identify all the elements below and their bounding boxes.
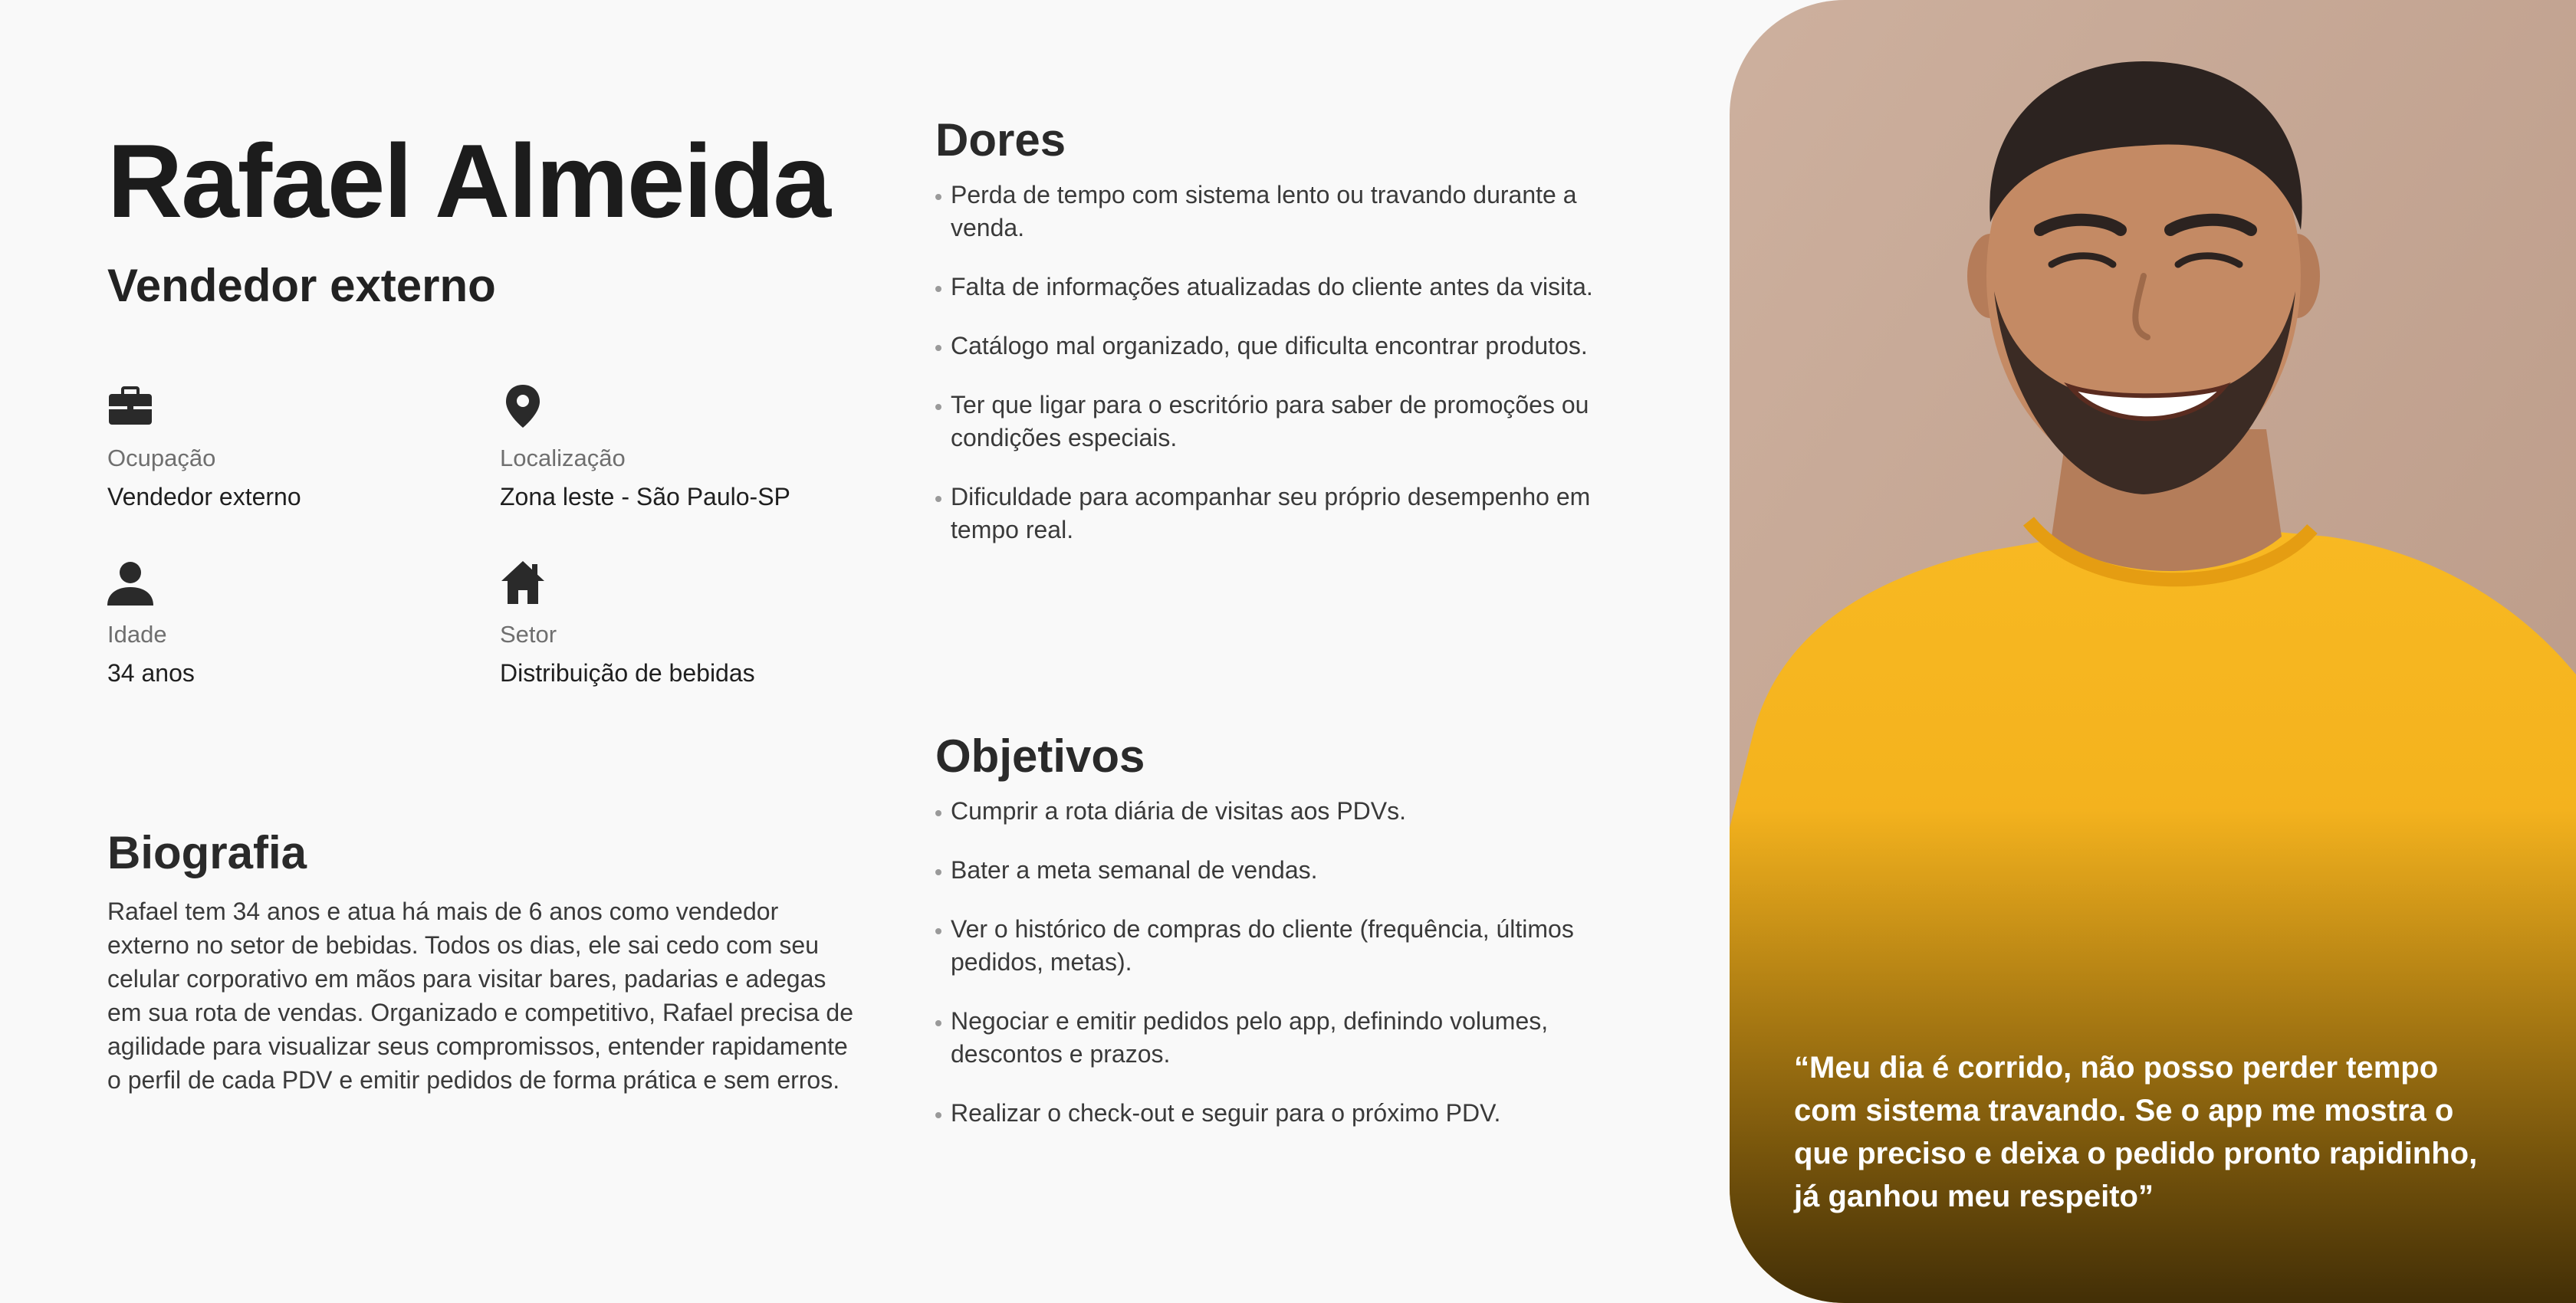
fact-occupation <box>107 383 475 511</box>
briefcase-icon <box>107 383 153 429</box>
house-icon <box>500 560 546 606</box>
pains-title: Dores <box>935 114 1066 166</box>
goals-section <box>935 730 1656 1156</box>
fact-value: Zona leste - São Paulo-SP <box>500 483 790 510</box>
list-item: Dificuldade para acompanhar seu próprio desempenho em tempo real. <box>935 481 1656 546</box>
biography-section <box>107 826 859 1097</box>
fact-label: Ocupação <box>107 445 216 471</box>
list-item: Cumprir a rota diária de visitas aos PDVs. <box>935 795 1656 828</box>
fact-label: Idade <box>107 621 167 648</box>
fact-label: Localização <box>500 445 626 471</box>
goals-list <box>935 795 1656 1130</box>
location-pin-icon <box>500 383 546 429</box>
fact-value: Vendedor externo <box>107 483 301 510</box>
pains-section <box>935 113 1656 573</box>
persona-header <box>107 115 874 312</box>
list-item: Falta de informações atualizadas do cliente antes da visita. <box>935 271 1656 304</box>
goals-title: Objetivos <box>935 730 1145 782</box>
person-icon <box>107 560 153 606</box>
list-item: Negociar e emitir pedidos pelo app, definindo volumes, descontos e prazos. <box>935 1005 1656 1071</box>
list-item: Perda de tempo com sistema lento ou travando durante a venda. <box>935 179 1656 245</box>
fact-label: Setor <box>500 621 557 648</box>
fact-location <box>500 383 868 511</box>
fact-sector <box>500 560 868 688</box>
list-item: Ver o histórico de compras do cliente (frequência, últimos pedidos, metas). <box>935 913 1656 979</box>
pains-list <box>935 179 1656 546</box>
list-item: Realizar o check-out e seguir para o próximo PDV. <box>935 1097 1656 1130</box>
fact-value: 34 anos <box>107 659 195 687</box>
persona-quote: “Meu dia é corrido, não posso perder tempo com sistema travando. Se o app me mostra o que preciso e deixa o pedido pronto rapidinho, já ganhou meu respeito” <box>1794 1051 2478 1213</box>
biography-text: Rafael tem 34 anos e atua há mais de 6 anos como vendedor externo no setor de bebidas. Todos os dias, ele sai cedo com seu celular corporativo em mãos para visitar bares, padarias e adegas em sua rota de vendas. Organizado e competitivo, Rafael precisa de agilidade para visualizar seus compromissos, entender rapidamente o perfil de cada PDV e emitir pedidos de forma prática e sem erros. <box>107 898 853 1094</box>
persona-name: Rafael Almeida <box>107 123 830 239</box>
fact-value: Distribuição de bebidas <box>500 659 755 687</box>
biography-title: Biografia <box>107 827 307 878</box>
list-item: Bater a meta semanal de vendas. <box>935 854 1656 887</box>
list-item: Catálogo mal organizado, que dificulta encontrar produtos. <box>935 330 1656 363</box>
fact-age <box>107 560 475 688</box>
list-item: Ter que ligar para o escritório para saber de promoções ou condições especiais. <box>935 389 1656 455</box>
persona-role: Vendedor externo <box>107 260 496 311</box>
